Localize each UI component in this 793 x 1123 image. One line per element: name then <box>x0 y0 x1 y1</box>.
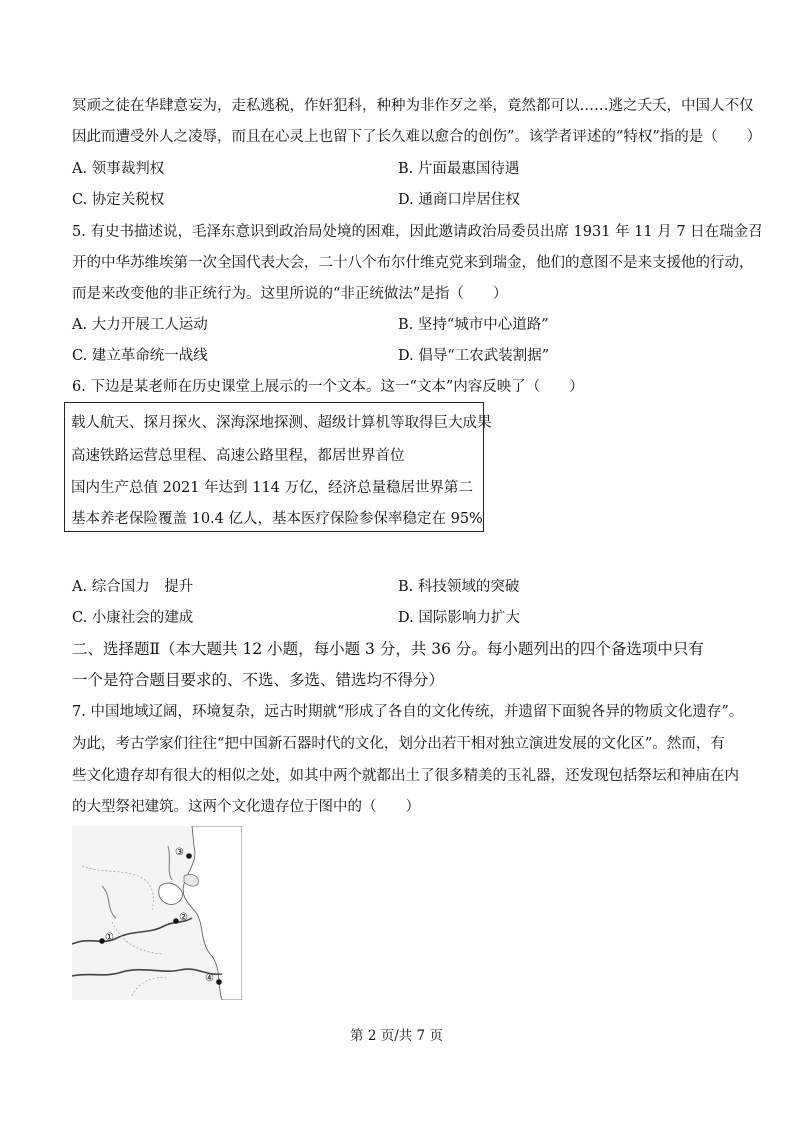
q7-line-2: 为此，考古学家们往往“把中国新石器时代的文化，划分出若干相对独立演进发展的文化区”。然而，有 <box>72 736 725 752</box>
map-graphic <box>72 826 242 1000</box>
q7-line-3: 些文化遗存却有很大的相似之处，如其中两个就都出土了很多精美的玉礼器，还发现包括祭坛和神庙在内 <box>72 768 739 784</box>
q5-line-2: 开的中华苏维埃第一次全国代表大会，二十八个布尔什维克党来到瑞金，他们的意图不是来支援他的行动， <box>72 255 754 271</box>
q6-box-line-3: 国内生产总值 2021 年达到 114 万亿，经济总量稳居世界第二 <box>71 480 474 496</box>
q6-option-b: B. 科技领域的突破 <box>398 579 520 595</box>
q6-box-line-2: 高速铁路运营总里程、高速公路里程，都居世界首位 <box>71 448 405 464</box>
q4-option-b: B. 片面最惠国待遇 <box>398 161 520 177</box>
map-marker-1: ① <box>105 932 114 943</box>
q6-box-line-4: 基本养老保险覆盖 10.4 亿人，基本医疗保险参保率稳定在 95% <box>71 511 483 527</box>
q5-option-b: B. 坚持“城市中心道路” <box>398 317 549 333</box>
q7-line-4: 的大型祭祀建筑。这两个文化遗存位于图中的（ ） <box>72 799 420 815</box>
q5-option-c: C. 建立革命统一战线 <box>72 348 208 364</box>
q6-option-d: D. 国际影响力扩大 <box>398 610 520 626</box>
q4-option-c: C. 协定关税权 <box>72 192 165 208</box>
map-marker-4: ④ <box>205 973 214 984</box>
q5-line-3: 而是来改变他的非正统行为。这里所说的“非正统做法”是指（ ） <box>72 286 508 302</box>
q4-line-2: 因此而遭受外人之凌辱，而且在心灵上也留下了长久难以愈合的创伤”。该学者评述的“特权”指的是（ ） <box>72 129 762 145</box>
section-2-line-2: 一个是符合题目要求的、不选、多选、错选均不得分） <box>72 671 445 689</box>
q4-line-1: 冥顽之徒在华肆意妄为，走私逃税，作奸犯科，种种为非作歹之举，竟然都可以……逃之夭夭，中国人不仅 <box>72 98 754 114</box>
q6-box-line-1: 载人航天、探月探火、深海深地探测、超级计算机等取得巨大成果 <box>71 415 492 431</box>
china-map-figure <box>72 826 242 1000</box>
q6-option-a: A. 综合国力 提升 <box>72 579 194 595</box>
q4-option-a: A. 领事裁判权 <box>72 161 165 177</box>
q5-line-1: 5. 有史书描述说，毛泽东意识到政治局处境的困难，因此邀请政治局委员出席 1931 年 11 月 7 日在瑞金召 <box>72 224 763 240</box>
map-marker-2: ② <box>179 912 188 923</box>
map-marker-3: ③ <box>175 847 184 858</box>
q6-option-c: C. 小康社会的建成 <box>72 610 194 626</box>
q6-line-1: 6. 下边是某老师在历史课堂上展示的一个文本。这一“文本”内容反映了（ ） <box>72 379 584 395</box>
page-footer: 第 2 页/共 7 页 <box>350 1028 443 1044</box>
q5-option-d: D. 倡导“工农武装割据” <box>398 348 550 364</box>
q4-option-d: D. 通商口岸居住权 <box>398 192 520 208</box>
q7-line-1: 7. 中国地域辽阔，环境复杂，远古时期就“形成了各自的文化传统，并遗留下面貌各异的物质文化遗存”。 <box>72 704 744 720</box>
section-2-line-1: 二、选择题Ⅱ（本大题共 12 小题，每小题 3 分，共 36 分。每小题列出的四个备选项中只有 <box>72 640 704 658</box>
q5-option-a: A. 大力开展工人运动 <box>72 317 208 333</box>
q6-text-box <box>64 402 492 532</box>
